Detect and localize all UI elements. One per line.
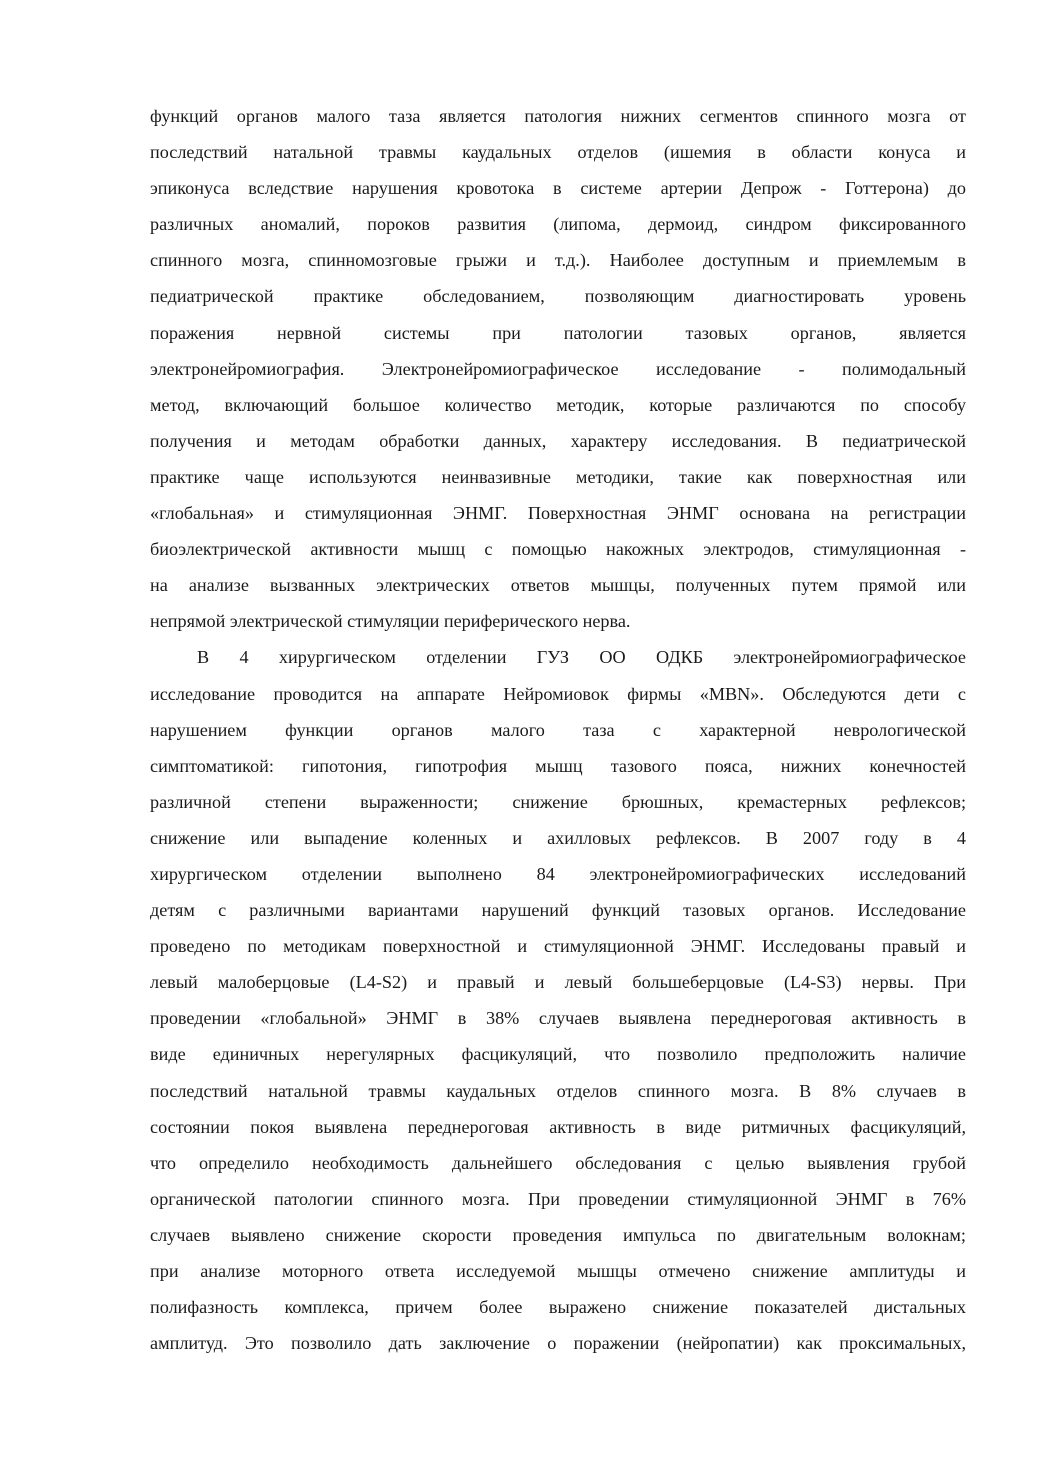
text-line: что определило необходимость дальнейшего обследования с целью выявления грубой xyxy=(150,1152,966,1173)
text-line: «глобальная» и стимуляционная ЭНМГ. Поверхностная ЭНМГ основана на регистрации xyxy=(150,503,966,524)
text-line: состоянии покоя выявлена переднероговая активность в виде ритмичных фасцикуляций, xyxy=(150,1116,966,1137)
text-line: непрямой электрической стимуляции периферического нерва. xyxy=(150,611,631,632)
text-line: полифазность комплекса, причем более выражено снижение показателей дистальных xyxy=(150,1297,966,1318)
text-line: метод, включающий большое количество методик, которые различаются по способу xyxy=(150,394,966,415)
text-line: получения и методам обработки данных, характеру исследования. В педиатрической xyxy=(150,430,966,451)
text-line: нарушением функции органов малого таза с характерной неврологической xyxy=(150,719,966,740)
paragraph-1 xyxy=(150,98,966,639)
body-text xyxy=(150,98,966,1361)
text-line: исследование проводится на аппарате Нейромиовок фирмы «MBN». Обследуются дети с xyxy=(150,683,966,704)
text-line: на анализе вызванных электрических ответов мышцы, полученных путем прямой или xyxy=(150,575,966,596)
text-line: детям с различными вариантами нарушений функций тазовых органов. Исследование xyxy=(150,900,966,921)
text-line: различных аномалий, пороков развития (липома, дермоид, синдром фиксированного xyxy=(150,214,966,235)
text-line: амплитуд. Это позволило дать заключение о поражении (нейропатии) как проксимальных, xyxy=(150,1333,966,1354)
text-line: спинного мозга, спинномозговые грыжи и т.д.). Наиболее доступным и приемлемым в xyxy=(150,250,966,271)
text-line: В 4 хирургическом отделении ГУЗ ОО ОДКБ электронейромиографическое xyxy=(197,647,966,668)
text-line: последствий натальной травмы каудальных отделов спинного мозга. В 8% случаев в xyxy=(150,1080,966,1101)
text-line: электронейромиография. Электронейромиографическое исследование - полимодальный xyxy=(150,358,966,379)
text-line: биоэлектрической активности мышц с помощью накожных электродов, стимуляционная - xyxy=(150,539,966,560)
text-line: педиатрической практике обследованием, позволяющим диагностировать уровень xyxy=(150,286,966,307)
text-line: функций органов малого таза является патология нижних сегментов спинного мозга от xyxy=(150,106,966,126)
text-line: левый малоберцовые (L4-S2) и правый и левый большеберцовые (L4-S3) нервы. При xyxy=(150,972,966,993)
text-line: проведении «глобальной» ЭНМГ в 38% случаев выявлена переднероговая активность в xyxy=(150,1008,966,1029)
text-line: симптоматикой: гипотония, гипотрофия мышц тазового пояса, нижних конечностей xyxy=(150,755,966,776)
text-line: органической патологии спинного мозга. При проведении стимуляционной ЭНМГ в 76% xyxy=(150,1188,966,1209)
text-line: при анализе моторного ответа исследуемой мышцы отмечено снижение амплитуды и xyxy=(150,1261,966,1281)
text-line: эпиконуса вследствие нарушения кровотока в системе артерии Депрож - Готтерона) до xyxy=(150,178,966,199)
text-line: проведено по методикам поверхностной и стимуляционной ЭНМГ. Исследованы правый и xyxy=(150,936,966,957)
text-line: виде единичных нерегулярных фасцикуляций, что позволило предположить наличие xyxy=(150,1044,966,1065)
text-line: последствий натальной травмы каудальных отделов (ишемия в области конуса и xyxy=(150,142,966,163)
text-line: поражения нервной системы при патологии тазовых органов, является xyxy=(150,322,966,343)
text-line: случаев выявлено снижение скорости проведения импульса по двигательным волокнам; xyxy=(150,1224,966,1245)
text-line: различной степени выраженности; снижение брюшных, кремастерных рефлексов; xyxy=(150,791,966,812)
text-line: практике чаще используются неинвазивные методики, такие как поверхностная или xyxy=(150,466,966,487)
text-line: снижение или выпадение коленных и ахилловых рефлексов. В 2007 году в 4 xyxy=(150,827,966,848)
paragraph-2 xyxy=(150,639,966,1361)
text-line: хирургическом отделении выполнено 84 электронейромиографических исследований xyxy=(150,863,966,884)
